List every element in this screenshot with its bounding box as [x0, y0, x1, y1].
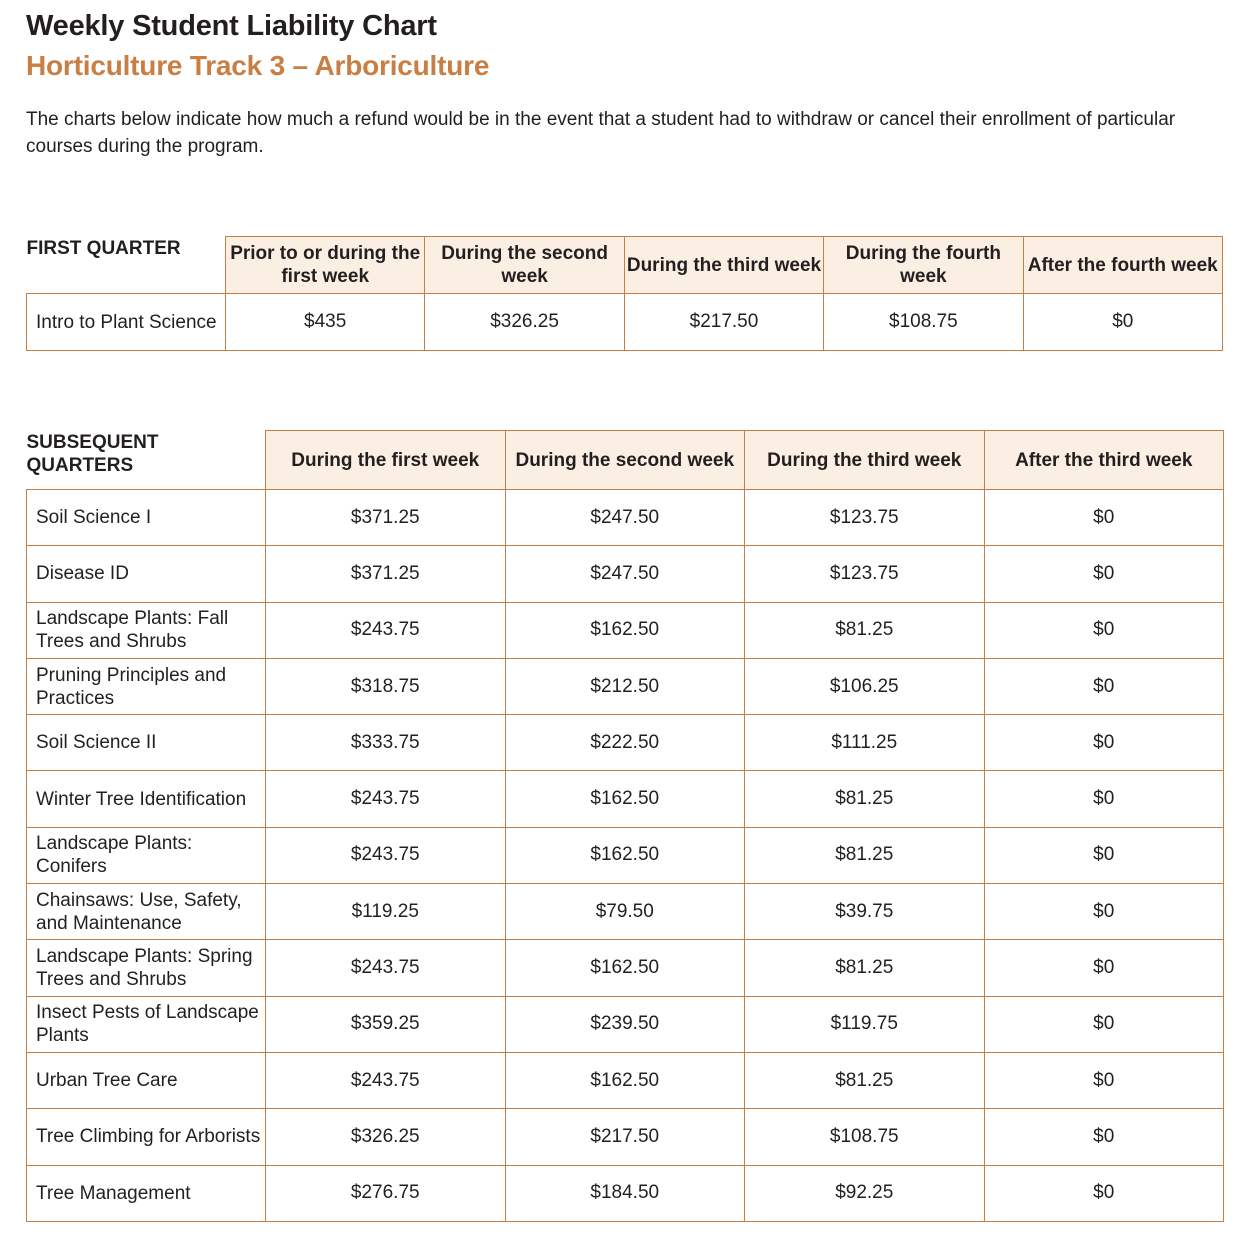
refund-amount: $0 [984, 715, 1224, 771]
refund-amount: $359.25 [266, 996, 506, 1052]
refund-amount: $0 [984, 827, 1224, 883]
column-header: Prior to or during the first week [226, 237, 425, 294]
refund-amount: $81.25 [745, 827, 985, 883]
refund-amount: $247.50 [505, 546, 745, 602]
refund-amount: $0 [984, 771, 1224, 827]
table-row [27, 546, 1224, 602]
course-name: Soil Science I [27, 490, 266, 546]
refund-amount: $371.25 [266, 546, 506, 602]
course-name: Landscape Plants: Spring Trees and Shrubs [27, 940, 266, 996]
page-subtitle: Horticulture Track 3 – Arboriculture [26, 50, 490, 81]
table-row [27, 658, 1224, 714]
column-header: During the second week [505, 431, 745, 490]
refund-amount: $222.50 [505, 715, 745, 771]
table-row [27, 1109, 1224, 1165]
column-header: During the second week [425, 237, 624, 294]
course-name: Urban Tree Care [27, 1052, 266, 1108]
refund-amount: $0 [984, 996, 1224, 1052]
refund-amount: $0 [984, 546, 1224, 602]
refund-amount: $217.50 [505, 1109, 745, 1165]
table-row [27, 715, 1224, 771]
table-row [27, 827, 1224, 883]
table-row [27, 940, 1224, 996]
refund-amount: $106.25 [745, 658, 985, 714]
refund-amount: $0 [984, 602, 1224, 658]
column-header: During the fourth week [824, 237, 1023, 294]
refund-amount: $0 [984, 884, 1224, 940]
refund-amount: $371.25 [266, 490, 506, 546]
refund-amount: $243.75 [266, 1052, 506, 1108]
refund-amount: $108.75 [745, 1109, 985, 1165]
refund-amount: $119.75 [745, 996, 985, 1052]
refund-amount: $162.50 [505, 771, 745, 827]
refund-amount: $184.50 [505, 1165, 745, 1221]
refund-amount: $243.75 [266, 827, 506, 883]
page-title: Weekly Student Liability Chart [26, 10, 437, 42]
refund-amount: $81.25 [745, 602, 985, 658]
column-header: During the third week [624, 237, 823, 294]
course-name: Pruning Principles and Practices [27, 658, 266, 714]
refund-amount: $0 [984, 940, 1224, 996]
refund-amount: $162.50 [505, 1052, 745, 1108]
refund-amount: $81.25 [745, 771, 985, 827]
course-name: Landscape Plants: Conifers [27, 827, 266, 883]
table-row [27, 1052, 1224, 1108]
intro-paragraph: The charts below indicate how much a refund would be in the event that a student had to withdraw or cancel their enrollment of particular courses during the program. [26, 109, 1176, 157]
course-name: Winter Tree Identification [27, 771, 266, 827]
refund-amount: $276.75 [266, 1165, 506, 1221]
course-name: Landscape Plants: Fall Trees and Shrubs [27, 602, 266, 658]
refund-amount: $318.75 [266, 658, 506, 714]
column-header: After the fourth week [1023, 237, 1222, 294]
course-name: Soil Science II [27, 715, 266, 771]
refund-amount: $123.75 [745, 546, 985, 602]
refund-amount: $0 [984, 1052, 1224, 1108]
refund-amount: $247.50 [505, 490, 745, 546]
refund-amount: $119.25 [266, 884, 506, 940]
refund-amount: $108.75 [824, 294, 1023, 351]
course-name: Intro to Plant Science [27, 294, 226, 351]
refund-amount: $0 [984, 490, 1224, 546]
refund-amount: $239.50 [505, 996, 745, 1052]
refund-amount: $39.75 [745, 884, 985, 940]
subsequent-quarters-header-row [27, 431, 1224, 490]
column-header: During the first week [266, 431, 506, 490]
refund-amount: $0 [984, 1165, 1224, 1221]
table-row [27, 996, 1224, 1052]
refund-amount: $0 [1023, 294, 1222, 351]
refund-amount: $123.75 [745, 490, 985, 546]
first-quarter-header-row [27, 237, 1223, 294]
refund-amount: $81.25 [745, 1052, 985, 1108]
table-row [27, 884, 1224, 940]
refund-amount: $326.25 [425, 294, 624, 351]
refund-amount: $243.75 [266, 771, 506, 827]
subsequent-quarters-label: SUBSEQUENT QUARTERS [27, 431, 266, 490]
course-name: Insect Pests of Landscape Plants [27, 996, 266, 1052]
refund-amount: $435 [226, 294, 425, 351]
course-name: Disease ID [27, 546, 266, 602]
course-name: Chainsaws: Use, Safety, and Maintenance [27, 884, 266, 940]
first-quarter-label: FIRST QUARTER [27, 237, 226, 294]
refund-amount: $79.50 [505, 884, 745, 940]
refund-amount: $0 [984, 1109, 1224, 1165]
course-name: Tree Management [27, 1165, 266, 1221]
refund-amount: $92.25 [745, 1165, 985, 1221]
refund-amount: $0 [984, 658, 1224, 714]
first-quarter-table [26, 236, 1223, 351]
table-row [27, 602, 1224, 658]
refund-amount: $243.75 [266, 602, 506, 658]
table-row [27, 490, 1224, 546]
subsequent-quarters-table [26, 430, 1224, 1222]
table-row [27, 771, 1224, 827]
refund-amount: $111.25 [745, 715, 985, 771]
refund-amount: $212.50 [505, 658, 745, 714]
table-row [27, 294, 1223, 351]
refund-amount: $162.50 [505, 827, 745, 883]
refund-amount: $217.50 [624, 294, 823, 351]
refund-amount: $326.25 [266, 1109, 506, 1165]
refund-amount: $243.75 [266, 940, 506, 996]
course-name: Tree Climbing for Arborists [27, 1109, 266, 1165]
refund-amount: $333.75 [266, 715, 506, 771]
column-header: After the third week [984, 431, 1224, 490]
refund-amount: $81.25 [745, 940, 985, 996]
refund-amount: $162.50 [505, 602, 745, 658]
column-header: During the third week [745, 431, 985, 490]
refund-amount: $162.50 [505, 940, 745, 996]
table-row [27, 1165, 1224, 1221]
